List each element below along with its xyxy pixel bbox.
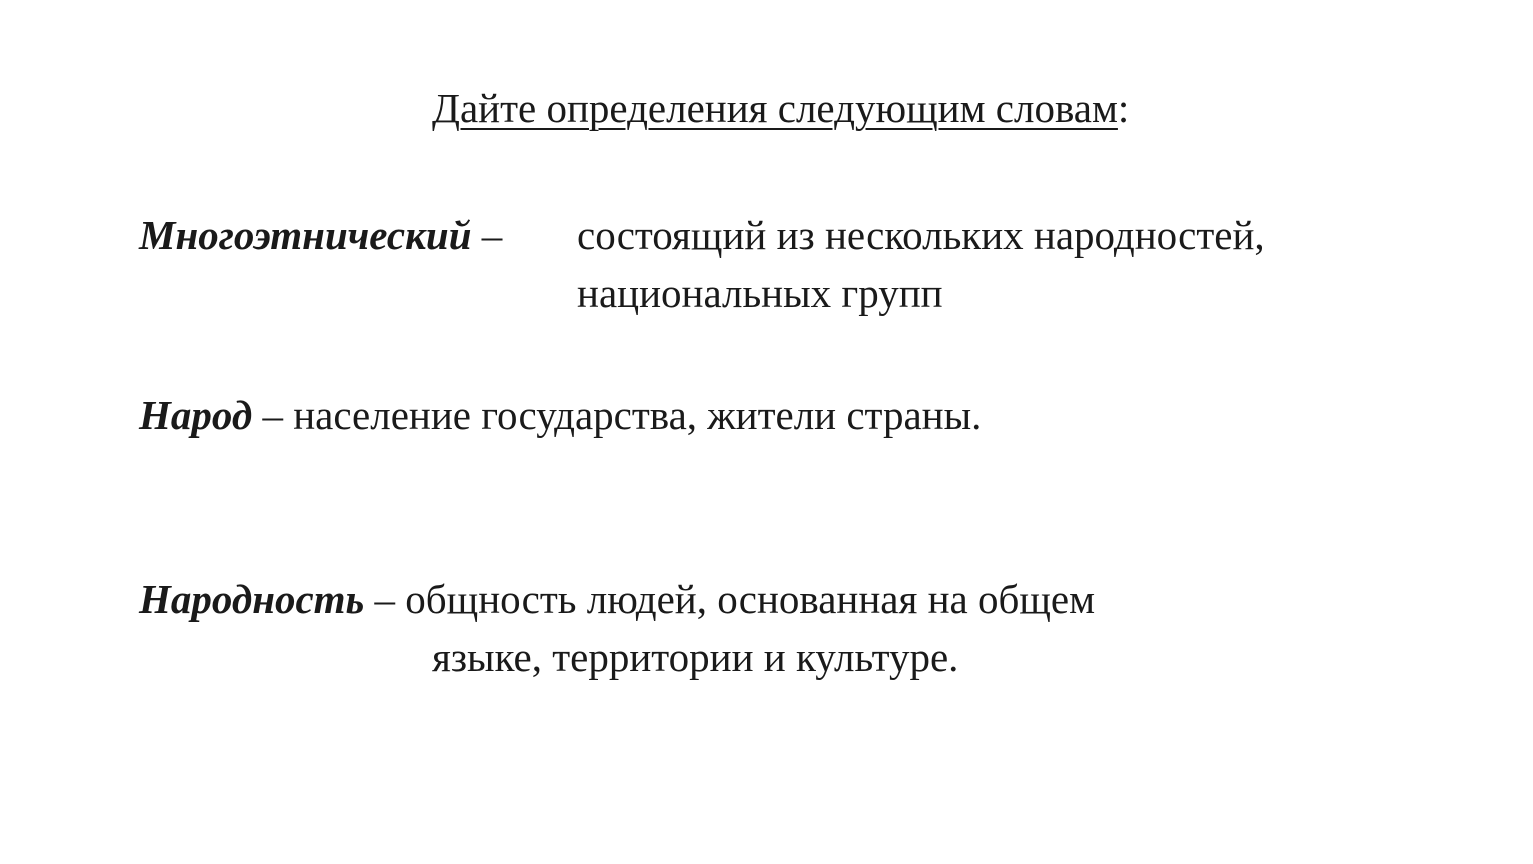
entry-dash: – <box>471 212 503 258</box>
entry-term-line <box>139 389 981 441</box>
entry-term: Народ <box>139 392 253 438</box>
entry-definition-line: языке, территории и культуре. <box>432 634 959 680</box>
entry-term: Многоэтнический <box>139 212 472 258</box>
entry-definition-line: общность людей, основанная на общем <box>405 576 1096 622</box>
entry-definition-line: состоящий из нескольких народностей, <box>577 212 1265 258</box>
entry-term: Народность <box>139 576 365 622</box>
slide-title-text: Дайте определения следующим словам <box>432 85 1118 131</box>
slide-title <box>432 82 1129 134</box>
entry-term-line <box>139 573 1095 625</box>
entry-term-line <box>139 209 502 261</box>
slide-title-colon: : <box>1117 85 1130 131</box>
entry-dash: – <box>252 392 294 438</box>
entry-definition-line: национальных групп <box>577 270 943 316</box>
entry-dash: – <box>364 576 406 622</box>
entry-definition-line: население государства, жители страны. <box>293 392 982 438</box>
